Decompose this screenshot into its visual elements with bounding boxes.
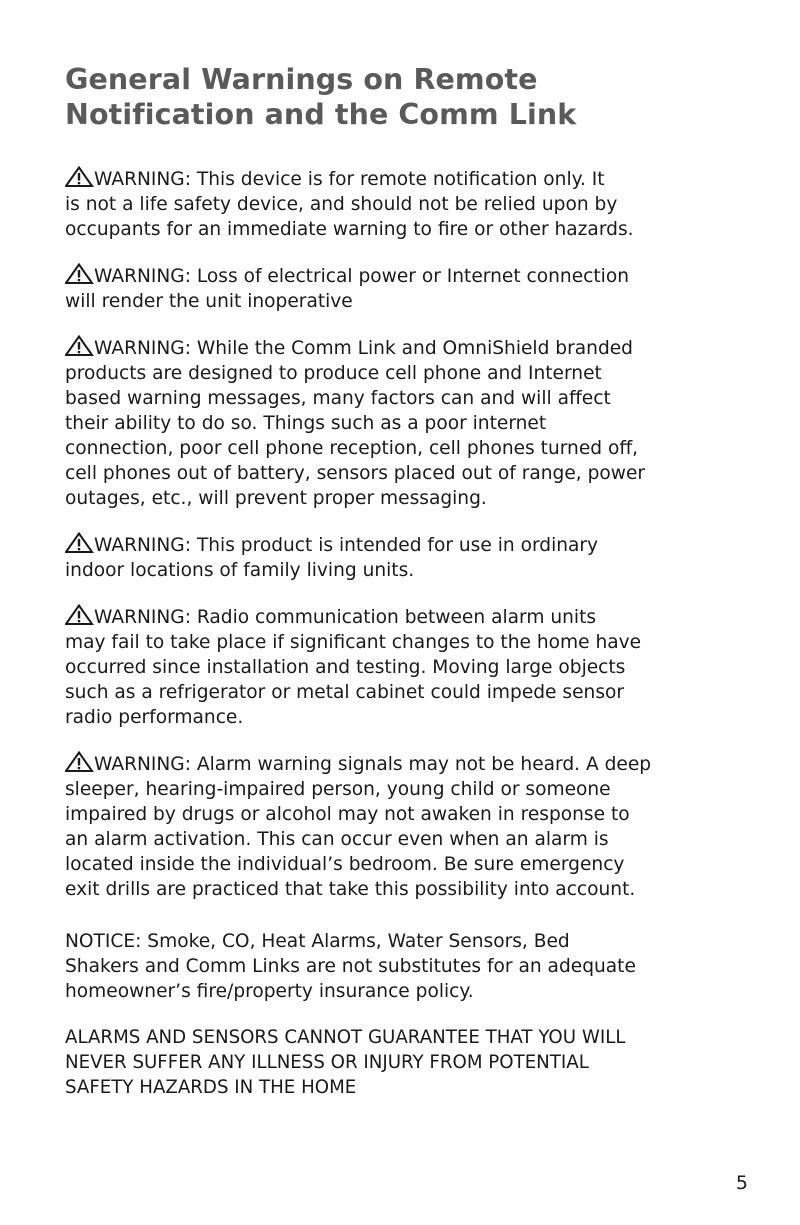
warning-line: exit drills are practiced that take this possibility into account. xyxy=(65,879,636,900)
caps-notice-line: ALARMS AND SENSORS CANNOT GUARANTEE THAT YOU WILL xyxy=(65,1027,626,1048)
caps-notice-paragraph xyxy=(65,1025,755,1100)
warning-line: WARNING: This device is for remote notification only. It xyxy=(65,166,755,192)
page-number: 5 xyxy=(735,1172,748,1194)
warning-line: based warning messages, many factors can and will affect xyxy=(65,388,611,409)
warning-line: radio performance. xyxy=(65,707,244,728)
warning-triangle-icon xyxy=(65,335,94,356)
warning-line: their ability to do so. Things such as a poor internet xyxy=(65,413,547,434)
warning-line: may fail to take place if significant changes to the home have xyxy=(65,632,642,653)
warning-line: is not a life safety device, and should not be relied upon by xyxy=(65,194,618,215)
warning-line: WARNING: Loss of electrical power or Internet connection xyxy=(65,263,755,289)
page-title xyxy=(65,62,755,132)
notice-line: Shakers and Comm Links are not substitutes for an adequate xyxy=(65,956,636,977)
title-line: Notification and the Comm Link xyxy=(65,98,577,131)
warning-line: an alarm activation. This can occur even when an alarm is xyxy=(65,829,609,850)
warning-paragraph xyxy=(65,166,755,242)
warning-line: sleeper, hearing-impaired person, young child or someone xyxy=(65,779,611,800)
warning-paragraph xyxy=(65,532,755,583)
warning-triangle-icon xyxy=(65,604,94,625)
warning-triangle-icon xyxy=(65,751,94,772)
warning-paragraph xyxy=(65,263,755,314)
warning-paragraph xyxy=(65,751,755,902)
warning-line: indoor locations of family living units. xyxy=(65,560,415,581)
notice-paragraph xyxy=(65,929,755,1004)
document-page xyxy=(65,62,755,1121)
warning-line: WARNING: Alarm warning signals may not be heard. A deep xyxy=(65,751,755,777)
warning-triangle-icon xyxy=(65,263,94,284)
warning-paragraph xyxy=(65,604,755,730)
notice-line: NOTICE: Smoke, CO, Heat Alarms, Water Sensors, Bed xyxy=(65,931,570,952)
warning-line: occupants for an immediate warning to fire or other hazards. xyxy=(65,219,634,240)
notice-line: homeowner’s fire/property insurance policy. xyxy=(65,981,474,1002)
title-line: General Warnings on Remote xyxy=(65,63,538,96)
warning-line: WARNING: Radio communication between alarm units xyxy=(65,604,755,630)
warning-line: WARNING: This product is intended for use in ordinary xyxy=(65,532,755,558)
warning-line: such as a refrigerator or metal cabinet could impede sensor xyxy=(65,682,625,703)
caps-notice-line: SAFETY HAZARDS IN THE HOME xyxy=(65,1077,357,1098)
warning-line: impaired by drugs or alcohol may not awaken in response to xyxy=(65,804,630,825)
warning-line: located inside the individual’s bedroom. Be sure emergency xyxy=(65,854,625,875)
warning-triangle-icon xyxy=(65,532,94,553)
warning-line: outages, etc., will prevent proper messaging. xyxy=(65,488,487,509)
warning-line: products are designed to produce cell phone and Internet xyxy=(65,363,602,384)
warning-paragraph xyxy=(65,335,755,511)
warning-line: will render the unit inoperative xyxy=(65,291,353,312)
caps-notice-line: NEVER SUFFER ANY ILLNESS OR INJURY FROM POTENTIAL xyxy=(65,1052,589,1073)
warning-line: occurred since installation and testing. Moving large objects xyxy=(65,657,626,678)
warning-line: WARNING: While the Comm Link and OmniShield branded xyxy=(65,335,755,361)
warning-line: cell phones out of battery, sensors placed out of range, power xyxy=(65,463,646,484)
warning-triangle-icon xyxy=(65,166,94,187)
warning-line: connection, poor cell phone reception, cell phones turned off, xyxy=(65,438,639,459)
